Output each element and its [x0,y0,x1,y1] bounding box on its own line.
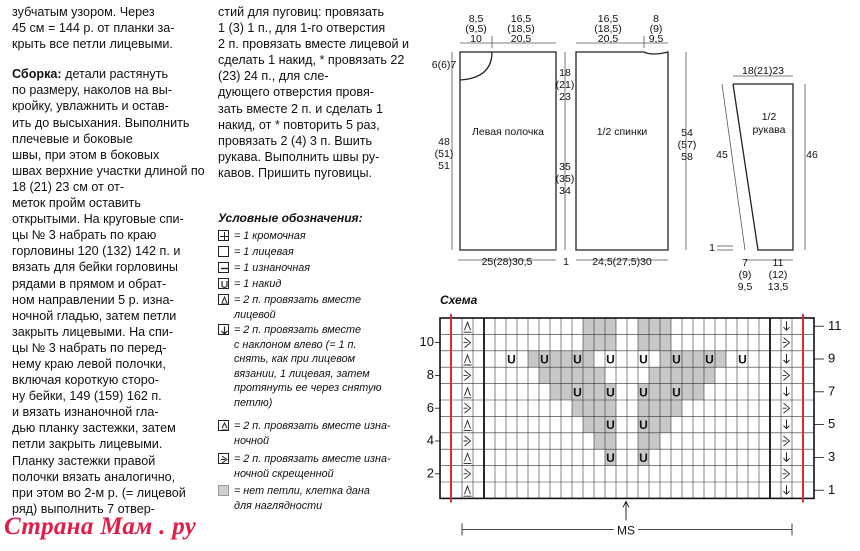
p2tog-tbl-symbol [464,469,471,479]
legend-item-text: = 1 изнаночная [234,262,311,274]
row-number-right: 9 [828,350,836,366]
p2tog-symbol [464,355,472,365]
no-stitch-cell [682,367,693,383]
no-stitch-cell [594,334,605,350]
p2tog-tbl-symbol [783,403,790,413]
chart-title: Схема [440,293,478,307]
back-top-w1c: 20,5 [597,33,619,45]
yarn-over-symbol: U [705,352,714,367]
no-stitch-cell [583,400,594,416]
row-number-left: 4 [426,432,434,448]
sleeve-inner: 45 [716,149,728,161]
front-bottom: 25(28)30,5 [481,256,533,268]
no-stitch-cell [594,416,605,432]
row-number-left: 8 [426,367,434,383]
yarn-over-symbol: U [606,385,615,400]
yarn-over-symbol: U [639,450,648,465]
legend-item-text: = 1 кромочная [234,230,306,242]
no-stitch-cell [594,318,605,334]
p2tog-tbl-symbol [464,338,471,348]
no-stitch-cell [660,400,671,416]
back-bottom: 24,5(27,5)30 [592,256,652,268]
front-length-a: 48 [438,136,450,148]
armhole-b: (21) [555,79,575,91]
no-stitch-cell [649,334,660,350]
yarn-over-symbol: U [672,385,681,400]
no-stitch-cell [693,384,704,400]
front-length-b: (51) [434,148,454,160]
legend-item-text: = 1 лицевая [234,246,294,258]
no-stitch-cell [649,416,660,432]
no-stitch-cell [539,367,550,383]
no-stitch-cell [693,351,704,367]
no-stitch-cell [660,351,671,367]
ssk-symbol [784,485,790,494]
no-stitch-cell [561,351,572,367]
front-top-w1b: (9,5) [465,23,487,35]
ssk-symbol [784,321,790,330]
no-stitch-cell [649,384,660,400]
yarn-over-symbol: U [639,352,648,367]
no-stitch-cell [605,400,616,416]
no-stitch-cell [715,351,726,367]
back-label: 1/2 спинки [596,126,648,138]
assembly-heading: Сборка: [12,67,62,82]
p2tog-symbol [464,486,472,496]
no-stitch-cell [583,367,594,383]
p2tog-tbl-symbol [783,338,790,348]
p2tog-tbl-symbol [464,403,471,413]
p2tog-tbl-symbol [464,370,471,380]
legend-item-text: = нет петли, клетка дана для наглядности [234,485,370,512]
front-top-w2b: (18,5) [507,23,535,35]
no-stitch-cell [704,367,715,383]
yarn-over-symbol: U [573,352,582,367]
yarn-over-symbol: U [672,352,681,367]
no-stitch-cell [594,400,605,416]
no-stitch-cell [561,384,572,400]
row-number-right: 7 [828,383,836,399]
buttonhole-text: стий для пуговиц: провязать 1 (3) 1 п., для 1-го отверстия 2 п. провязать вместе лицевой и сделать 1 накид, * провязать 22 (23) 24 п., для сле- дующего отверстия провя- зать вместе 2 п. и сделать 1 накид, от * повторить 5 раз, провязать 2 (4) 3 п. Вшить рукава. Выполнить швы ру- кавов. Пришить пуговицы. [218,5,410,180]
p2tog-symbol [464,421,472,431]
front-edge: 1 [563,256,569,268]
no-stitch-cell [605,318,616,334]
no-stitch-cell [671,400,682,416]
p2tog-symbol [464,322,472,332]
yarn-over-symbol: U [540,352,549,367]
no-stitch-cell [649,318,660,334]
front-top-w2c: 20,5 [510,33,532,45]
legend-item-text: = 2 п. провязать вместе изна- ночной [234,420,391,447]
no-stitch-cell [660,318,671,334]
no-stitch-cell [594,384,605,400]
no-stitch-cell [583,384,594,400]
no-stitch-cell [682,384,693,400]
no-stitch-cell [572,400,583,416]
no-stitch-cell [649,433,660,449]
row-number-left: 10 [419,334,434,350]
side-length-a: 35 [559,161,571,173]
no-stitch-cell [594,367,605,383]
p2tog-symbol [464,453,472,463]
side-length-c: 34 [559,185,571,197]
no-stitch-cell [605,433,616,449]
legend-item-text: = 2 п. провязать вместе с наклоном влево (= 1 п. снять, как при лицевом вязании, 1 лицевая, затем протянуть ее через снятую петлю) [234,324,382,409]
row-number-right: 3 [828,449,836,465]
sleeve-br-b: (12) [768,269,788,281]
p2tog-tbl-symbol [783,469,790,479]
front-top-w1a: 8,5 [468,13,484,25]
row-number-right: 1 [828,481,836,497]
no-stitch-cell [550,384,561,400]
back-top-w2b: (9) [649,23,663,35]
ssk-symbol [784,387,790,396]
no-stitch-cell [638,318,649,334]
no-stitch-cell [671,367,682,383]
no-stitch-cell [660,367,671,383]
no-stitch-cell [561,367,572,383]
sleeve-bl-a: 7 [742,257,748,269]
sleeve-br-c: 13,5 [767,281,789,293]
neck-depth: 6(6)7 [431,59,457,71]
armhole-a: 18 [559,67,571,79]
yarn-over-symbol: U [507,352,516,367]
yarn-over-symbol: U [639,385,648,400]
legend-item-text: = 1 накид [234,278,282,290]
no-stitch-cell [693,367,704,383]
yarn-over-symbol: U [738,352,747,367]
p2tog-symbol [464,388,472,398]
front-top-w1c: 10 [470,33,482,45]
ssk-symbol [784,452,790,461]
no-stitch-cell [638,433,649,449]
yarn-over-symbol: U [606,418,615,433]
no-stitch-cell [550,367,561,383]
site-watermark: Страна Мам . ру [4,513,197,540]
row-number-right: 11 [828,317,842,333]
sleeve-bl-b: (9) [738,269,752,281]
no-stitch-cell [660,334,671,350]
row-number-left: 2 [426,465,434,481]
back-top-w1a: 16,5 [597,13,619,25]
no-stitch-cell [638,400,649,416]
no-stitch-cell [638,334,649,350]
p2tog-tbl-symbol [783,436,790,446]
sleeve-edge: 1 [709,242,715,254]
yarn-over-symbol: U [606,450,615,465]
no-stitch-cell [583,318,594,334]
assembly-text: детали растянуть по размеру, наколов на вы- кройку, увлажнить и остав- ить до высыхания. Выполнить плечевые и боковые швы, при этом в боковых швах верхние участки длиной по 18 (21) 23 см от от- меток пройм оставить открытыми. На круговые спи- цы № 3 набрать по краю горловины 120 (132) 142 п. и вязать для бейки горловины рядами в прямом и обрат- ном направлении 5 р. изна- ночной гладью, затем петли закрыть лицевыми. На спи- цы № 3 набрать по перед- нему краю левой полочки, включая короткую сторо- ну бейки, 149 (159) 162 п. и вязать изнаночной гла- дью планку застежки, затем петли закрыть лицевыми. Планку застежки правой полочки вязать аналогично, при этом во 2-м р. (= лицевой ряд) выполнить 7 отвер- [12,67,205,516]
armhole-c: 23 [559,91,571,103]
front-top-w2a: 16,5 [510,13,532,25]
back-length-b: (57) [677,139,697,151]
back-length-a: 54 [681,127,693,139]
sleeve-label-b: рукава [752,124,786,136]
ssk-symbol [784,420,790,429]
ms-label: MS [617,523,635,538]
no-stitch-cell [649,367,660,383]
row-number-right: 5 [828,416,836,432]
no-stitch-cell [660,384,671,400]
no-stitch-cell [572,367,583,383]
side-length-b: (35) [555,173,575,185]
yarn-over-symbol: U [606,352,615,367]
sleeve-br-a: 11 [772,257,784,269]
no-stitch-cell [583,351,594,367]
no-stitch-cell [682,351,693,367]
p2tog-tbl-symbol [464,436,471,446]
row-number-left: 6 [426,399,434,415]
sleeve-top: 18(21)23 [741,65,785,77]
no-stitch-cell [583,416,594,432]
sleeve-outer: 46 [806,149,818,161]
no-stitch-cell [528,351,539,367]
back-top-w2c: 9,5 [648,33,664,45]
no-stitch-cell [583,334,594,350]
front-length-c: 51 [438,160,450,172]
legend-item-text: = 2 п. провязать вместе лицевой [234,294,362,321]
no-stitch-cell [594,433,605,449]
back-top-w1b: (18,5) [594,23,622,35]
legend-title: Условные обозначения: [218,211,363,225]
sleeve-bl-c: 9,5 [737,281,753,293]
front-label: Левая полочка [472,126,544,138]
ssk-symbol [784,354,790,363]
legend-item-text: = 2 п. провязать вместе изна- ночной скрещенной [234,453,391,480]
yarn-over-symbol: U [639,418,648,433]
intro-text: зубчатым узором. Через 45 см = 144 р. от планки за- крыть все петли лицевыми. [12,5,175,52]
sleeve-label-a: 1/2 [761,111,777,123]
yarn-over-symbol: U [573,385,582,400]
no-stitch-cell [649,400,660,416]
back-top-w2a: 8 [653,13,659,25]
p2tog-tbl-symbol [783,370,790,380]
no-stitch-cell [550,351,561,367]
no-stitch-cell [605,334,616,350]
no-stitch-cell [660,416,671,432]
back-length-c: 58 [681,151,693,163]
